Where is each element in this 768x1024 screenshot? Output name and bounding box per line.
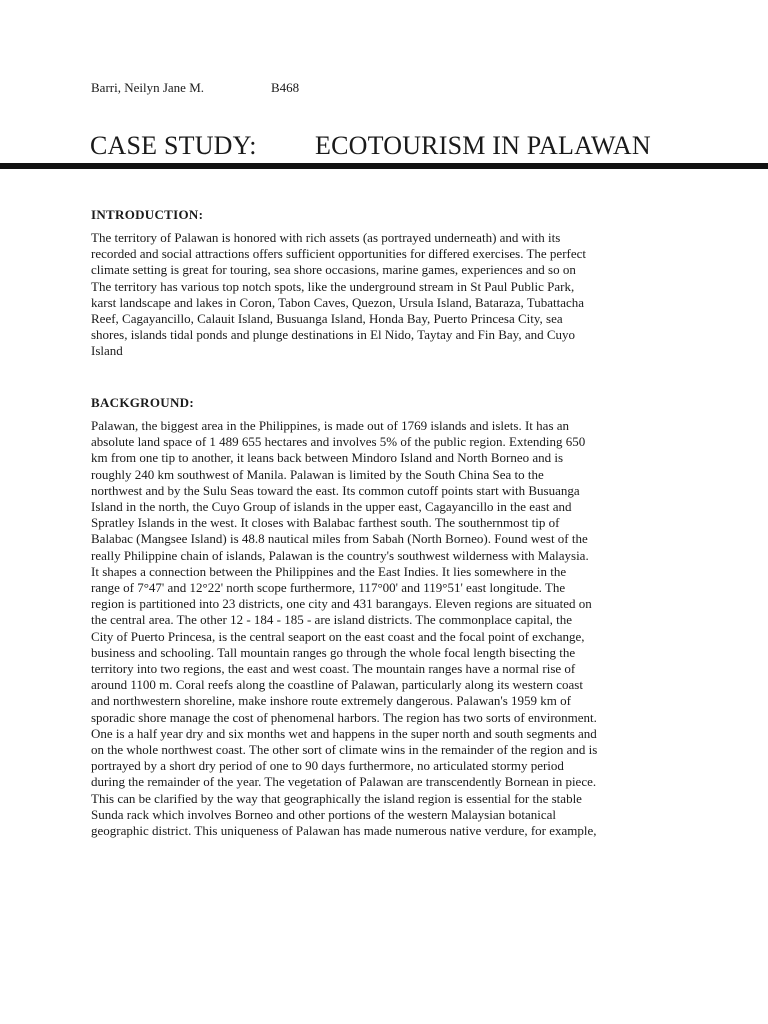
- background-line: the central area. The other 12 - 184 - 185 - are island districts. The commonplace capital, the: [91, 612, 573, 628]
- background-line: really Philippine chain of islands, Palawan is the country's southwest wilderness with Malaysia.: [91, 547, 589, 563]
- background-line: around 1100 m. Coral reefs along the coastline of Palawan, particularly along its western coast: [91, 677, 583, 693]
- background-line: on the whole northwest coast. The other sort of climate wins in the remainder of the region and is: [91, 742, 598, 758]
- introduction-line: The territory has various top notch spots, like the underground stream in St Paul Public Park,: [91, 278, 575, 294]
- author-line: [91, 80, 300, 96]
- background-line: business and schooling. Tall mountain ranges go through the whole focal length bisecting the: [91, 644, 576, 660]
- background-line: One is a half year dry and six months wet and happens in the super north and south segments and: [91, 725, 597, 741]
- background-line: and northwestern shoreline, make inshore route extremely dangerous. Palawan's 1959 km of: [91, 693, 571, 709]
- background-line: roughly 240 km southwest of Manila. Palawan is limited by the South China Sea to the: [91, 466, 544, 482]
- introduction-line: Island: [91, 343, 123, 359]
- background-line: during the remainder of the year. The vegetation of Palawan are transcendently Bornean in piece.: [91, 774, 597, 790]
- background-line: sporadic shore manage the cost of phenomenal harbors. The region has two sorts of environment.: [91, 709, 597, 725]
- introduction-line: Reef, Cagayancillo, Calauit Island, Busuanga Island, Honda Bay, Puerto Princesa City, sea: [91, 311, 563, 327]
- background-line: City of Puerto Princesa, is the central seaport on the east coast and the focal point of exchange,: [91, 628, 585, 644]
- background-line: Sunda rack which involves Borneo and other portions of the western Malaysian botanical: [91, 806, 556, 822]
- introduction-line: karst landscape and lakes in Coron, Tabon Caves, Quezon, Ursula Island, Bataraza, Tubattacha: [91, 294, 585, 310]
- introduction-line: recorded and social attractions offers sufficient opportunities for differed exercises. The perfect: [91, 246, 587, 262]
- introduction-paragraph: [91, 230, 691, 360]
- background-line: territory into two regions, the east and west coast. The mountain ranges have a normal rise of: [91, 661, 576, 677]
- introduction-line: climate setting is great for touring, sea shore occasions, marine games, experiences and so on: [91, 262, 576, 278]
- background-line: It shapes a connection between the Philippines and the East Indies. It lies somewhere in the: [91, 563, 567, 579]
- background-line: Palawan, the biggest area in the Philippines, is made out of 1769 islands and islets. It has an: [91, 418, 570, 433]
- background-line: absolute land space of 1 489 655 hectares and involves 5% of the public region. Extending 650: [91, 434, 586, 450]
- student-code: B468: [271, 80, 300, 95]
- title-subject: ECOTOURISM IN PALAWAN: [315, 131, 651, 160]
- background-line: km from one tip to another, it leans back between Mindoro Island and North Borneo and is: [91, 450, 564, 466]
- introduction-line: shores, islands tidal ponds and plunge destinations in El Nido, Taytay and Fin Bay, and Cuyo: [91, 327, 576, 343]
- background-line: Spratley Islands in the west. It closes with Balabac farthest south. The southernmost tip of: [91, 515, 560, 531]
- background-paragraph: [91, 418, 691, 839]
- background-heading: BACKGROUND:: [91, 395, 194, 410]
- title-divider: [0, 163, 768, 169]
- background-line: geographic district. This uniqueness of Palawan has made numerous native verdure, for example,: [91, 823, 597, 839]
- background-line: Balabac (Mangsee Island) is 48.8 nautical miles from Sabah (North Borneo). Found west of the: [91, 531, 588, 547]
- introduction-line: The territory of Palawan is honored with rich assets (as portrayed underneath) and with its: [91, 230, 561, 245]
- author-name: Barri, Neilyn Jane M.: [91, 80, 205, 95]
- page-title: [90, 131, 651, 161]
- background-line: range of 7°47' and 12°22' north scope furthermore, 117°00' and 119°51' east longitude. The: [91, 580, 566, 596]
- background-line: northwest and by the Sulu Seas toward the east. Its common cutoff points start with Busuanga: [91, 482, 580, 498]
- title-label: CASE STUDY:: [90, 131, 257, 160]
- background-line: region is partitioned into 23 districts, one city and 431 barangays. Eleven regions are situated on: [91, 596, 592, 612]
- introduction-heading: INTRODUCTION:: [91, 207, 204, 222]
- background-line: This can be clarified by the way that geographically the island region is essential for the stable: [91, 790, 582, 806]
- background-line: portrayed by a short dry period of one to 90 days furthermore, no articulated stormy period: [91, 758, 564, 774]
- background-line: Island in the north, the Cuyo Group of islands in the upper east, Cagayancillo in the east and: [91, 499, 572, 515]
